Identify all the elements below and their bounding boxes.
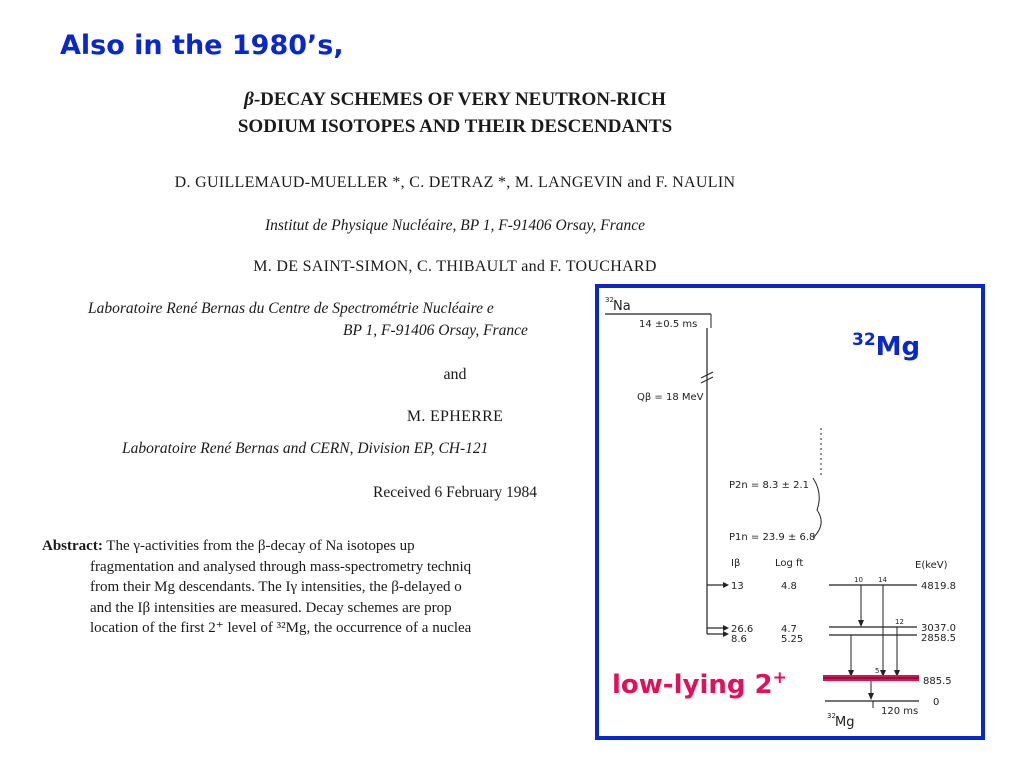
arrow-head [723, 625, 729, 631]
paper-and: and [443, 366, 467, 383]
mg32-mass: 32 [852, 330, 876, 350]
arrow-head [858, 620, 864, 627]
paper-affiliation-3: Laboratoire René Bernas and CERN, Division EP, CH-121 [122, 440, 489, 457]
col-energy: E(keV) [915, 560, 948, 571]
level-ibeta: 13 [731, 581, 744, 592]
daughter-halflife: 120 ms [881, 706, 919, 717]
level-logft: 5.25 [781, 634, 804, 645]
paper-affiliation-2-line2: BP 1, F-91406 Orsay, France [343, 322, 528, 339]
arrow-head [723, 582, 729, 588]
level-energy: 3037.0 [921, 623, 956, 634]
paper-title-beta: β [244, 89, 254, 110]
abstract-line: and the Iβ intensities are measured. Decay schemes are prop [90, 599, 452, 616]
mg32-label [852, 330, 920, 362]
col-logft: Log ft [775, 558, 804, 569]
low-lying-label [612, 668, 787, 700]
paper-title-line2: SODIUM ISOTOPES AND THEIR DESCENDANTS [237, 116, 673, 137]
paper-authors-2: M. DE SAINT-SIMON, C. THIBAULT and F. TOUCHARD [253, 258, 657, 275]
abstract-line: location of the first 2⁺ level of ³²Mg, the occurrence of a nuclea [90, 620, 472, 636]
arrow-head [868, 693, 874, 700]
gamma-label: 14 [878, 576, 887, 584]
paper-authors-3: M. EPHERRE [406, 408, 504, 425]
abstract-label: Abstract: [42, 538, 103, 554]
gamma-label: 5 [875, 667, 880, 675]
slide-title: Also in the 1980’s, [60, 30, 344, 61]
gamma-label: 10 [854, 576, 863, 584]
parent-halflife: 14 ±0.5 ms [639, 319, 698, 330]
bracket-brace [813, 478, 821, 538]
daughter-element: Mg [835, 715, 855, 730]
level-energy: 4819.8 [921, 581, 956, 592]
col-ibeta: Iβ [731, 558, 741, 569]
mg32-element: Mg [875, 332, 921, 362]
paper-affiliation-2-line1: Laboratoire René Bernas du Centre de Spectrométrie Nucléaire e [88, 300, 494, 317]
level-logft: 4.7 [781, 624, 797, 635]
level-logft: 4.8 [781, 581, 797, 592]
gamma-label: 12 [895, 618, 904, 626]
paper-received-date: Received 6 February 1984 [373, 484, 537, 501]
paper-title-line1: -DECAY SCHEMES OF VERY NEUTRON-RICH [253, 89, 666, 110]
paper-title [150, 86, 760, 140]
abstract-line: from their Mg descendants. The Iγ intensities, the β-delayed o [90, 579, 462, 595]
low-lying-sup: + [772, 668, 787, 688]
q-beta-value: Qβ = 18 MeV [637, 392, 704, 403]
abstract-line: Abstract: The γ-activities from the β-decay of Na isotopes up [42, 538, 415, 554]
p1n-value: P1n = 23.9 ± 6.8 [729, 532, 816, 543]
level-ibeta: 26.6 [731, 624, 754, 635]
low-lying-text: low-lying 2 [612, 670, 773, 700]
p2n-value: P2n = 8.3 ± 2.1 [729, 480, 810, 491]
parent-element: Na [613, 299, 631, 314]
daughter-mass: 32 [827, 712, 836, 720]
level-energy: 2858.5 [921, 633, 956, 644]
paper-authors-1: D. GUILLEMAUD-MUELLER *, C. DETRAZ *, M. LANGEVIN and F. NAULIN [174, 174, 736, 191]
level-ibeta: 8.6 [731, 634, 747, 645]
arrow-head [723, 631, 729, 637]
parent-mass: 32 [605, 296, 614, 304]
level-energy: 885.5 [923, 676, 952, 687]
level-energy: 0 [933, 697, 940, 708]
paper-abstract [42, 536, 602, 639]
paper-affiliation-1: Institut de Physique Nucléaire, BP 1, F-91406 Orsay, France [264, 217, 646, 234]
abstract-line: fragmentation and analysed through mass-spectrometry techniq [90, 558, 472, 575]
